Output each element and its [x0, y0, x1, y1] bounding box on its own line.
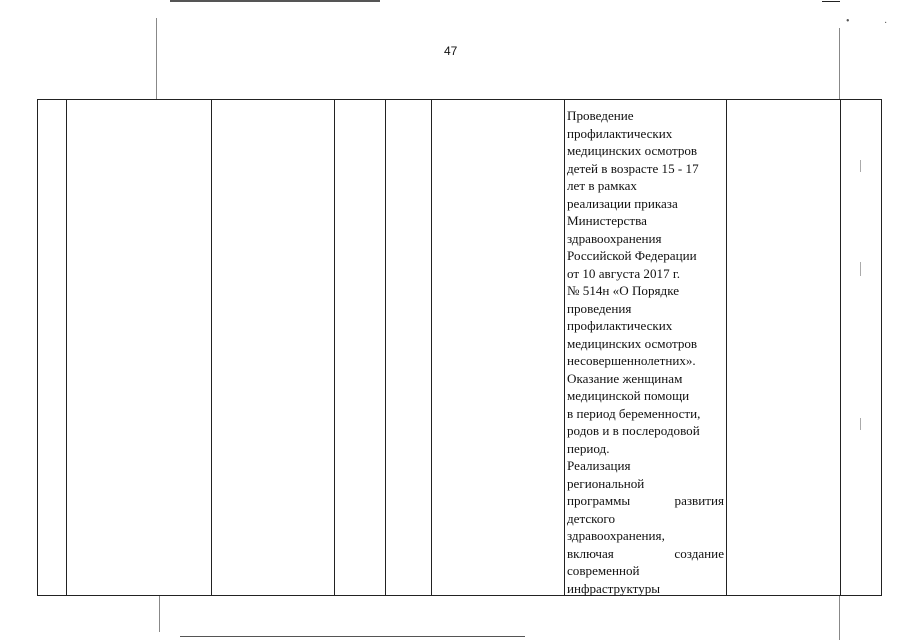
column-divider [66, 100, 67, 595]
cell-text-line: профилактических [567, 125, 673, 141]
cell-text-line: Российской Федерации [567, 248, 697, 263]
cell-text-line: Министерства [567, 213, 647, 228]
cell-text-line: Проведение [567, 108, 634, 123]
cell-text-line: современной [567, 563, 640, 578]
column-divider [726, 100, 727, 595]
scan-left-margin-line [156, 18, 157, 100]
cell-text-line: проведения [567, 300, 632, 316]
cell-text-line [567, 545, 724, 563]
scan-right-margin-line [839, 28, 840, 100]
cell-text-line: родов и в послеродовой [567, 423, 700, 438]
cell-text-line [567, 492, 724, 510]
cell-text-line: Оказание женщинам [567, 370, 683, 386]
cell-text-word: программы [567, 493, 631, 508]
cell-text-word: создание [674, 545, 724, 561]
column-divider [564, 100, 565, 595]
cell-text-line: лет в рамках [567, 178, 637, 193]
scan-left-bottom-line [159, 596, 160, 632]
cell-text-word: развития [674, 493, 724, 508]
column-divider [334, 100, 335, 595]
scan-top-line [170, 0, 380, 2]
cell-text-line: здравоохранения [567, 230, 662, 246]
cell-text-line: детского [567, 510, 616, 526]
cell-text-line: период. [567, 440, 610, 456]
scan-bottom-line [180, 636, 525, 637]
scan-dot-2: · [884, 18, 888, 29]
column-divider [840, 100, 841, 595]
cell-paragraph [567, 107, 724, 370]
content-table [37, 99, 882, 596]
cell-text-line: здравоохранения, [567, 528, 665, 543]
cell-text-line: инфраструктуры [567, 580, 661, 596]
activity-description-cell [567, 107, 724, 597]
cell-text-line: № 514н «О Порядке [567, 283, 680, 298]
cell-text-line: медицинских осмотров [567, 143, 698, 158]
cell-text-line: региональной [567, 475, 645, 491]
scan-top-right-line [822, 1, 840, 2]
cell-paragraph [567, 370, 724, 458]
cell-text-word: включая [567, 545, 614, 561]
column-divider [385, 100, 386, 595]
cell-text-line: профилактических [567, 318, 673, 333]
cell-text-line: несовершеннолетних». [567, 353, 696, 368]
page-number: 47 [444, 44, 458, 58]
scan-right-bottom-line [839, 596, 840, 640]
cell-paragraph [567, 457, 724, 597]
cell-text-line: от 10 августа 2017 г. [567, 265, 681, 281]
cell-text-line: медицинских осмотров [567, 335, 698, 351]
column-divider [211, 100, 212, 595]
cell-text-line: детей в возрасте 15 - 17 [567, 160, 699, 176]
cell-text-line: Реализация [567, 458, 631, 473]
scan-dot: • [846, 16, 850, 27]
cell-text-line: в период беременности, [567, 405, 701, 421]
cell-text-line: реализации приказа [567, 195, 678, 211]
column-divider [431, 100, 432, 595]
cell-text-line: медицинской помощи [567, 388, 690, 403]
